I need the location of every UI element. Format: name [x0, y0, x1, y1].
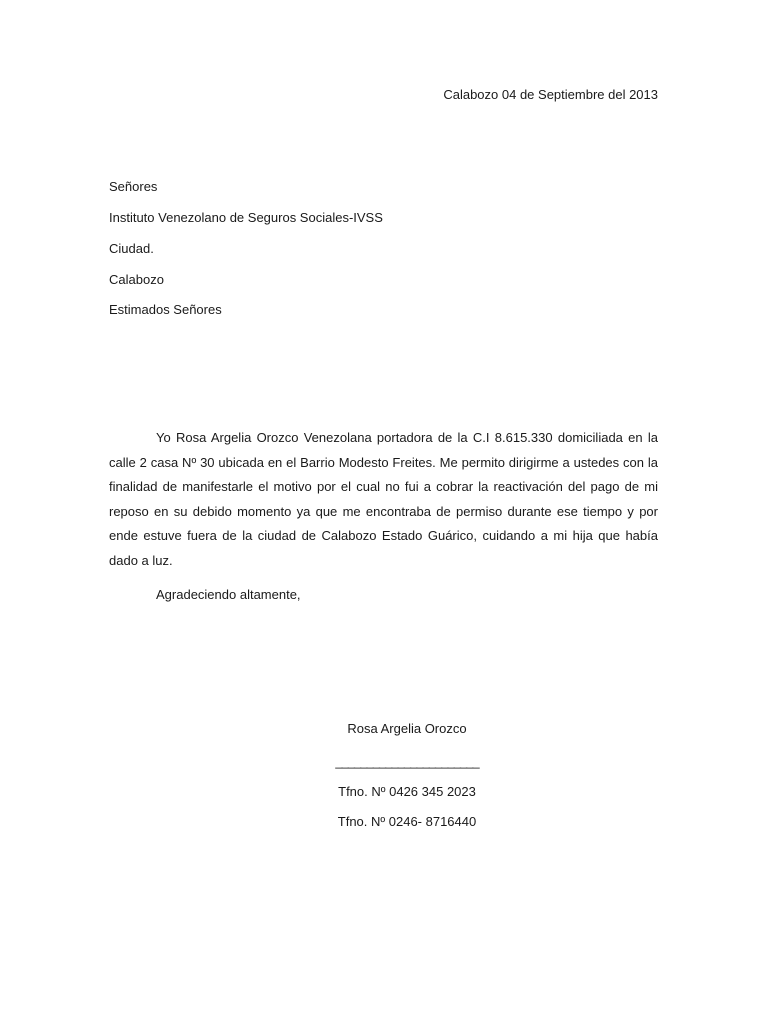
addressee-city: Ciudad. — [109, 241, 154, 256]
signature-line: _______________________ — [335, 754, 479, 769]
salutation: Estimados Señores — [109, 302, 222, 317]
date-line: Calabozo 04 de Septiembre del 2013 — [443, 87, 658, 102]
signature-name: Rosa Argelia Orozco — [347, 721, 467, 736]
closing: Agradeciendo altamente, — [156, 587, 301, 602]
addressee-line-1: Señores — [109, 179, 158, 194]
addressee-institution: Instituto Venezolano de Seguros Sociales-IVSS — [109, 210, 383, 225]
phone-1: Tfno. Nº 0426 345 2023 — [338, 784, 476, 799]
letter-body: Yo Rosa Argelia Orozco Venezolana portadora de la C.I 8.615.330 domiciliada en la calle 2 casa Nº 30 ubicada en el Barrio Modesto Freites. Me permito dirigirme a ustedes con la finalidad de manifestarle el motivo por el cual no fui a cobrar la reactivación del pago de mi reposo en su debido momento ya que me encontraba de permiso durante ese tiempo y por ende estuve fuera de la ciudad de Calabozo Estado Guárico, cuidando a mi hija que había dado a luz. — [109, 430, 658, 568]
addressee-town: Calabozo — [109, 272, 164, 287]
phone-2: Tfno. Nº 0246- 8716440 — [337, 814, 477, 829]
